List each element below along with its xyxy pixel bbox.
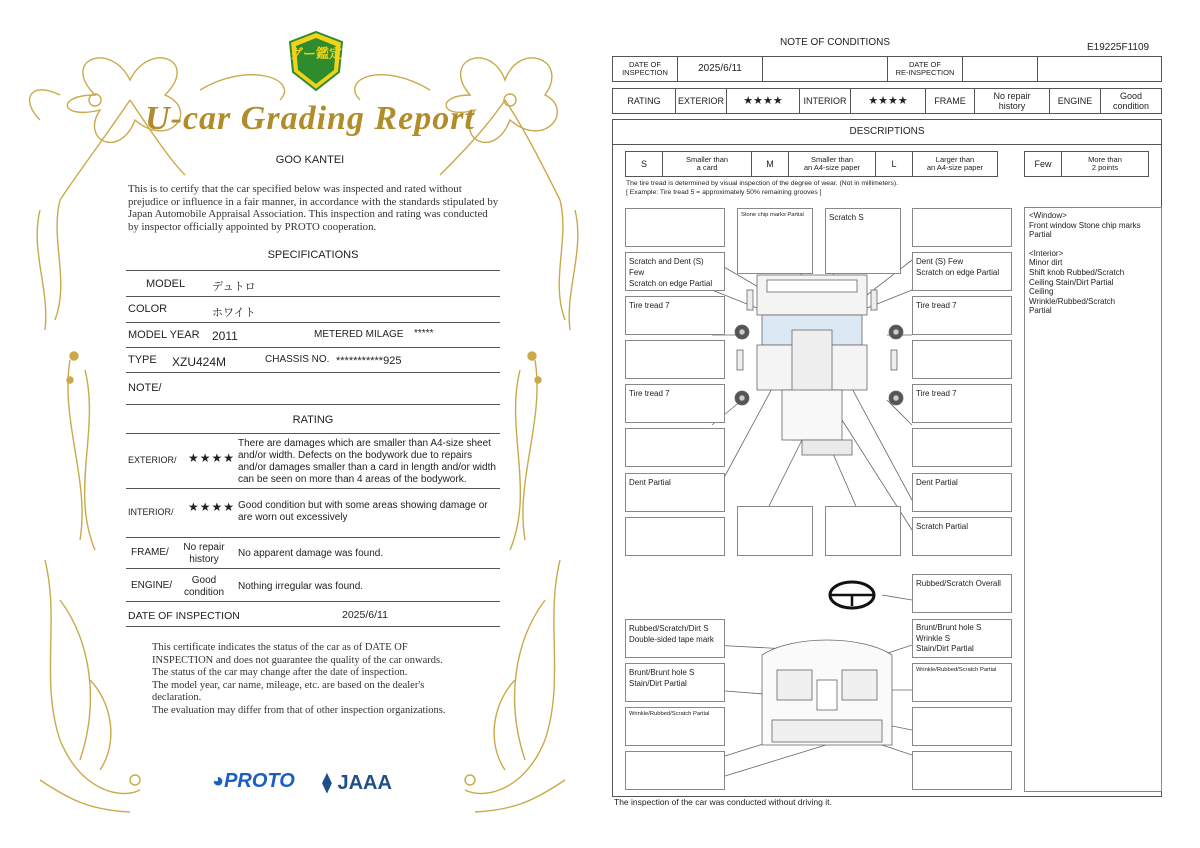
damage-text: Stain/Dirt Partial [916,644,974,653]
damage-box [912,428,1012,467]
damage-box-right-tire-1: Tire tread 7 [912,296,1012,335]
engine-description: Nothing irregular was found. [238,581,364,592]
damage-text: Stain/Dirt Partial [629,679,687,688]
divider [126,322,500,323]
empty-cell [1037,56,1162,82]
damage-box-interior-left-1 [625,619,725,658]
disclaimer-line: The status of the car may change after the date of inspection. [152,667,408,679]
empty-cell [762,56,888,82]
engine-value-line: condition [183,587,225,598]
legend-few-desc [1061,151,1149,177]
interior-stars: ★★★★ [188,500,236,514]
value-line: No repair [993,91,1031,101]
legend-l-desc [912,151,998,177]
label-line: DATE OF [909,59,941,69]
damage-box-interior-right-2: Wrinkle/Rubbed/Scratch Partial [912,663,1012,702]
damage-text: Scratch on edge Partial [629,279,713,288]
legend-l: L [875,151,913,177]
metered-milage-label: METERED MILAGE [314,329,404,340]
damage-box [912,751,1012,790]
tire-example: [ Example: Tire tread 5 = approximately 50% remaining grooves ] [626,189,822,196]
engine-value-line: Good [191,575,217,586]
descriptions-heading: DESCRIPTIONS [612,119,1162,145]
damage-text: Wrinkle S [916,633,951,643]
legend-line: 2 points [1091,163,1119,172]
disclaimer-line: The model year, car name, mileage, etc. are based on the dealer's [152,679,425,691]
summary-line: Ceiling Stain/Dirt Partial [1029,277,1114,287]
divider [126,433,500,434]
divider [126,296,500,297]
exterior-label: EXTERIOR [675,88,727,114]
legend-m: M [751,151,789,177]
damage-box [625,428,725,467]
damage-box-top-right-center: Scratch S [825,208,901,274]
legend-few: Few [1024,151,1062,177]
label-line: DATE OF [629,59,661,69]
damage-text: Dent (S) Few [916,257,964,266]
frame-label: FRAME [925,88,975,114]
divider [126,568,500,569]
divider [126,347,500,348]
summary-line: Shift knob Rubbed/Scratch [1029,267,1125,277]
legend-line: Smaller than [810,154,854,164]
damage-text: Scratch and Dent (S) Few [629,257,704,277]
exterior-description: There are damages which are smaller than A4-size sheet and/or width. Defects on the bodywork due to repairs and/or damages smaller than a card in length and/or width can be seen on more than 4 areas of the bodywork. [238,438,496,485]
metered-milage-value: ***** [414,328,434,339]
damage-box-left-dent: Dent Partial [625,473,725,512]
report-subtitle: GOO KANTEI [275,154,345,166]
damage-text: Scratch on edge Partial [916,268,1000,277]
legend-line: Smaller than [685,154,729,164]
spacer [1029,240,1157,249]
chassis-label: CHASSIS NO. [265,354,330,365]
rating-heading: RATING [292,414,334,426]
damage-box-interior-left-3: Wrinkle/Rubbed/Scratch Partial [625,707,725,746]
damage-box-right-tire-2: Tire tread 7 [912,384,1012,423]
disclaimer-line: This certificate indicates the status of the car as of DATE OF [152,642,408,653]
damage-box [625,751,725,790]
legend-line: Larger than [935,154,975,164]
report-title: U-car Grading Report [145,100,475,137]
reinspection-value [962,56,1038,82]
tire-note: The tire tread is determined by visual inspection of the degree of wear. (Not in millimeters). [626,180,898,187]
damage-box-interior-right-1 [912,619,1012,658]
legend-s-desc [662,151,752,177]
disclaimer [152,642,482,718]
disclaimer-line: The evaluation may differ from that of other inspection organizations. [152,704,446,716]
legend-line: a card [696,163,718,172]
chassis-value: ***********925 [336,355,402,367]
summary-line: Wrinkle/Rubbed/Scratch [1029,296,1116,306]
summary-description [1024,207,1162,792]
rating-label: RATING [612,88,676,114]
frame-description: No apparent damage was found. [238,548,384,559]
divider [126,601,500,602]
note-of-conditions [600,0,1200,848]
frame-value-line: history [189,554,219,565]
interior-stars: ★★★★ [850,88,926,114]
model-year-value: 2011 [212,329,238,343]
certification-text: This is to certify that the car specified below was inspected and rated without prejudice or influence in a fair manner, in accordance with the standards stipulated by Japan Automobile Appraisal Association. This inspection and rating was conducted by inspector officially appointed by PROTO cooperation. [128,183,499,233]
model-label: MODEL [146,278,186,290]
interior-description: Good condition but with some areas showing damage or are worn out excessively [238,500,488,523]
divider [126,488,500,489]
damage-text: Brunt/Brunt hole S [916,623,982,632]
legend-line: More than [1088,154,1122,164]
note-title: NOTE OF CONDITIONS [780,37,890,48]
damage-box-right-front [912,252,1012,291]
goo-kantei-logo [287,30,345,92]
engine-label: ENGINE/ [131,580,173,591]
frame-value-line: No repair [183,542,225,553]
divider [126,372,500,373]
logo-text: グー鑑定 [289,47,343,62]
engine-value [175,575,233,599]
interior-label: INTERIOR/ [128,507,174,517]
damage-text: Double-sided tape mark [629,635,714,644]
damage-box-interior-left-2 [625,663,725,702]
summary-line: Partial [1029,230,1052,240]
date-of-inspection-label: DATE OF INSPECTION [128,610,240,622]
value-line: Good [1119,91,1143,101]
damage-text: Rubbed/Scratch/Dirt S [629,624,709,633]
exterior-stars: ★★★★ [726,88,800,114]
exterior-label: EXTERIOR/ [128,455,177,465]
damage-box [625,340,725,379]
frame-value [175,542,233,566]
damage-box-right-dent: Dent Partial [912,473,1012,512]
jaaa-logo [322,770,392,795]
note-label: NOTE/ [128,382,162,394]
damage-box [737,506,813,556]
damage-box-left-tire-2: Tire tread 7 [625,384,725,423]
damage-box-top-center: Stone chip marks Partial [737,208,813,274]
date-of-inspection-value: 2025/6/11 [677,56,763,82]
model-value: デュトロ [212,281,256,293]
damage-box-left-tire-1: Tire tread 7 [625,296,725,335]
reinspection-label [887,56,963,82]
legend-m-desc [788,151,876,177]
label-line: RE-INSPECTION [895,68,955,77]
damage-box-left-front [625,252,725,291]
divider [126,626,500,627]
damage-box [625,208,725,247]
jaaa-logo-text: JAAA [337,772,392,794]
label-line: INSPECTION [622,68,668,77]
summary-line: Minor dirt [1029,258,1063,268]
engine-label: ENGINE [1049,88,1101,114]
summary-line: <Window> [1029,211,1067,220]
type-value: XZU424M [172,355,227,369]
damage-box [912,707,1012,746]
damage-box [625,517,725,556]
disclaimer-line: INSPECTION and does not guarantee the quality of the car onwards. [152,654,443,666]
legend-line: an A4-size paper [803,163,861,172]
divider [126,537,500,538]
divider [126,270,500,271]
damage-box [825,506,901,556]
frame-label: FRAME/ [131,547,169,558]
proto-logo-text: PROTO [224,770,295,792]
date-of-inspection-label [612,56,678,82]
interior-label: INTERIOR [799,88,851,114]
summary-line: <Interior> [1029,248,1064,258]
type-label: TYPE [128,354,157,366]
damage-text: Brunt/Brunt hole S [629,668,695,677]
model-year-label: MODEL YEAR [128,329,200,341]
proto-logo [212,770,295,793]
exterior-stars: ★★★★ [188,451,236,465]
damage-box [912,340,1012,379]
color-value: ホワイト [212,307,256,319]
divider [126,404,500,405]
damage-box-right-scratch: Scratch Partial [912,517,1012,556]
summary-line: Ceiling [1029,287,1054,297]
legend-line: an A4-size paper [926,163,984,172]
jaaa-mark-icon: ⧫ [322,772,332,794]
value-line: history [998,101,1026,111]
inspection-footer: The inspection of the car was conducted without driving it. [614,797,832,807]
color-label: COLOR [128,303,168,315]
summary-line: Front window Stone chip marks [1029,220,1141,230]
disclaimer-line: declaration. [152,692,202,704]
summary-line: Partial [1029,306,1052,316]
specifications-heading: SPECIFICATIONS [267,249,359,261]
engine-value [1100,88,1162,114]
legend-s: S [625,151,663,177]
value-line: condition [1112,101,1150,111]
date-of-inspection-value: 2025/6/11 [342,609,388,621]
document-id: E19225F1109 [1087,42,1150,53]
frame-value [974,88,1050,114]
damage-box [912,208,1012,247]
proto-mark-icon: ◕ [212,770,225,792]
damage-box-steering: Rubbed/Scratch Overall [912,574,1012,613]
